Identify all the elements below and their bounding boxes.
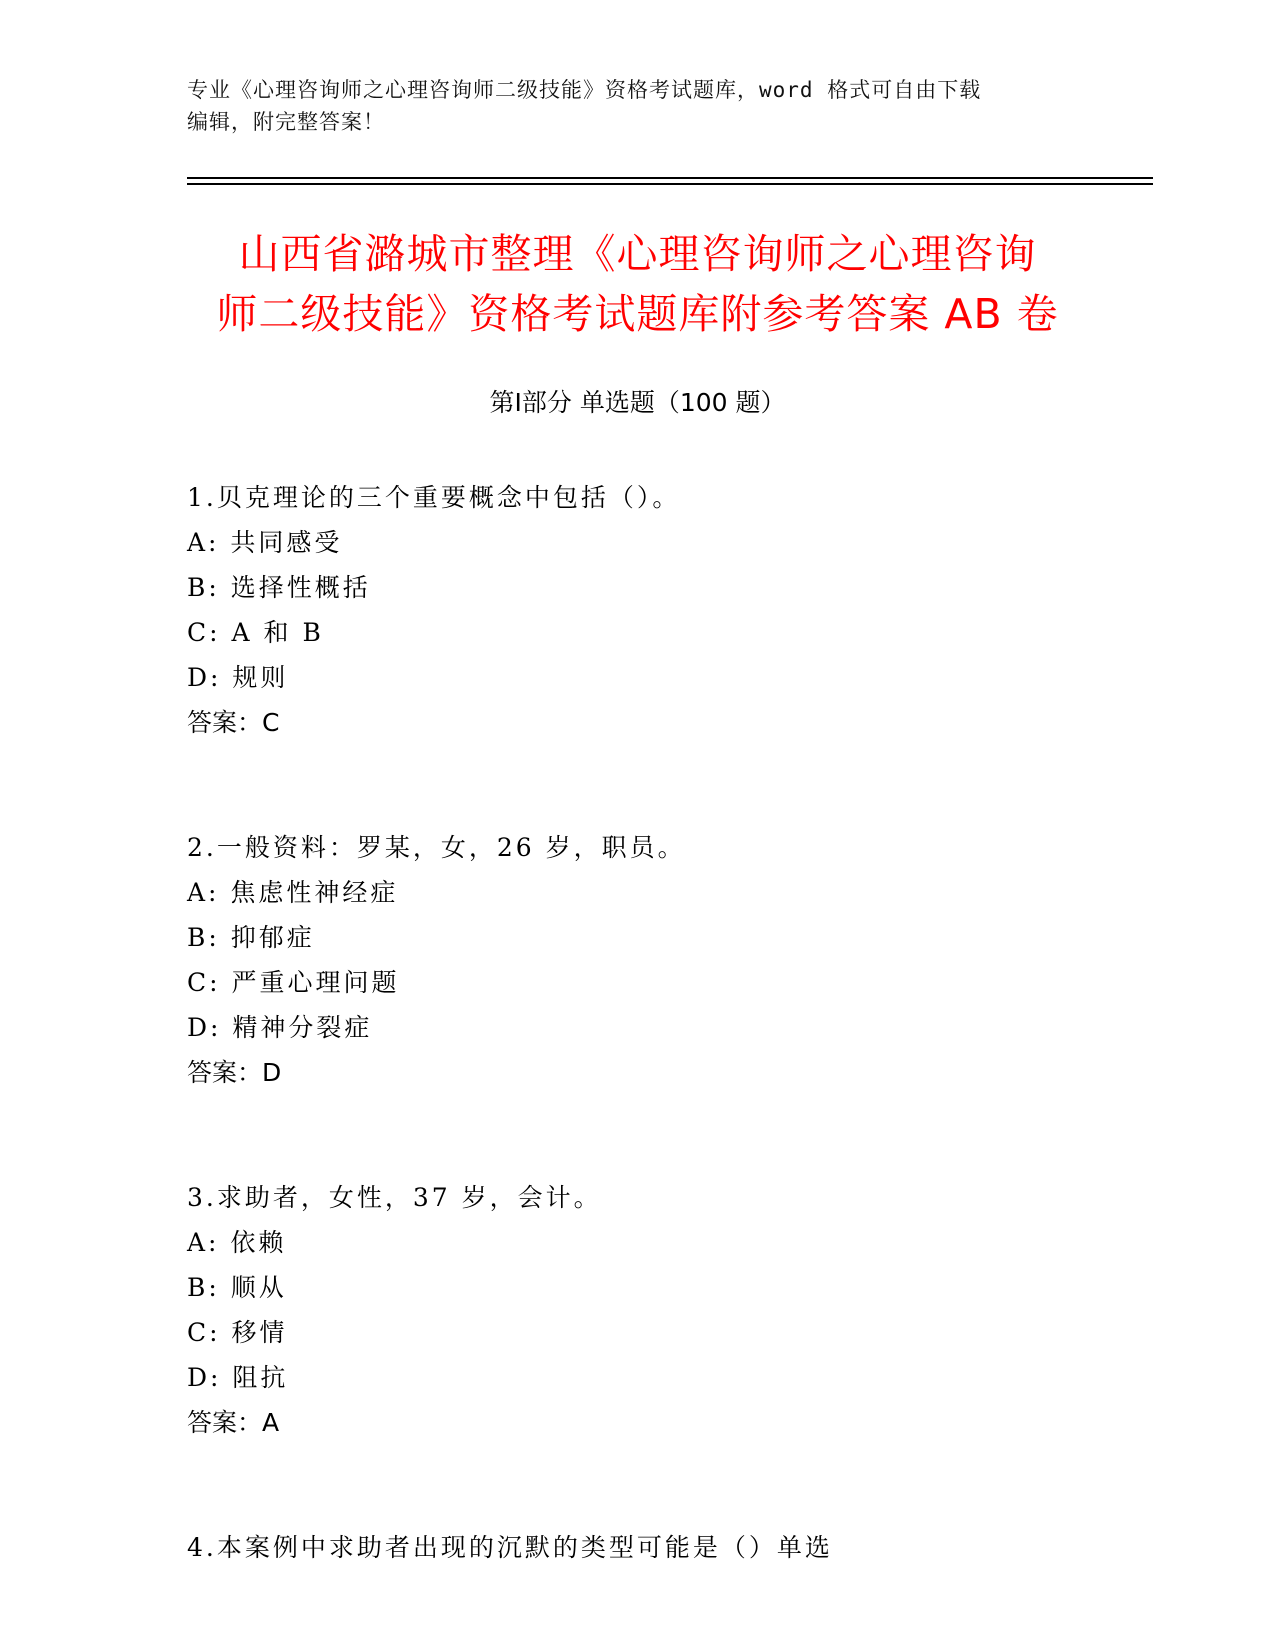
header-divider-bottom bbox=[187, 183, 1153, 185]
question-stem: 4.本案例中求助者出现的沉默的类型可能是（）单选 bbox=[187, 1533, 833, 1562]
question-spacer bbox=[187, 745, 1147, 825]
question-stem: 3.求助者，女性，37 岁，会计。 bbox=[187, 1183, 602, 1212]
question-4 bbox=[187, 1525, 1147, 1570]
option-b: B: 顺从 bbox=[187, 1273, 287, 1302]
answer: 答案：A bbox=[187, 1408, 280, 1437]
question-3 bbox=[187, 1175, 1147, 1445]
option-d: D: 阻抗 bbox=[187, 1363, 289, 1392]
question-stem: 2.一般资料：罗某，女，26 岁，职员。 bbox=[187, 833, 686, 862]
answer: 答案：C bbox=[187, 708, 280, 737]
option-d: D: 精神分裂症 bbox=[187, 1013, 373, 1042]
header-divider-top bbox=[187, 177, 1153, 179]
document-title-line-1: 山西省潞城市整理《心理咨询师之心理咨询 bbox=[238, 230, 1037, 278]
option-b: B: 选择性概括 bbox=[187, 573, 371, 602]
question-1 bbox=[187, 475, 1147, 745]
option-a: A: 共同感受 bbox=[187, 528, 343, 557]
option-d: D: 规则 bbox=[187, 663, 289, 692]
option-c: C: 严重心理问题 bbox=[187, 968, 400, 997]
question-spacer bbox=[187, 1445, 1147, 1525]
question-2 bbox=[187, 825, 1147, 1095]
header-note bbox=[187, 74, 1087, 138]
option-a: A: 依赖 bbox=[187, 1228, 287, 1257]
section-heading: 第Ⅰ部分 单选题（100 题） bbox=[489, 388, 786, 417]
option-c: C: A 和 B bbox=[187, 618, 324, 647]
document-title bbox=[150, 224, 1125, 344]
option-a: A: 焦虑性神经症 bbox=[187, 878, 399, 907]
question-spacer bbox=[187, 1095, 1147, 1175]
answer: 答案：D bbox=[187, 1058, 282, 1087]
question-list bbox=[187, 475, 1147, 1570]
header-note-line-1: 专业《心理咨询师之心理咨询师二级技能》资格考试题库，word 格式可自由下载 bbox=[187, 78, 982, 102]
question-stem: 1.贝克理论的三个重要概念中包括（）。 bbox=[187, 483, 681, 512]
document-title-line-2: 师二级技能》资格考试题库附参考答案 AB 卷 bbox=[216, 290, 1059, 338]
header-note-line-2: 编辑，附完整答案！ bbox=[187, 110, 385, 134]
option-c: C: 移情 bbox=[187, 1318, 288, 1347]
option-b: B: 抑郁症 bbox=[187, 923, 315, 952]
